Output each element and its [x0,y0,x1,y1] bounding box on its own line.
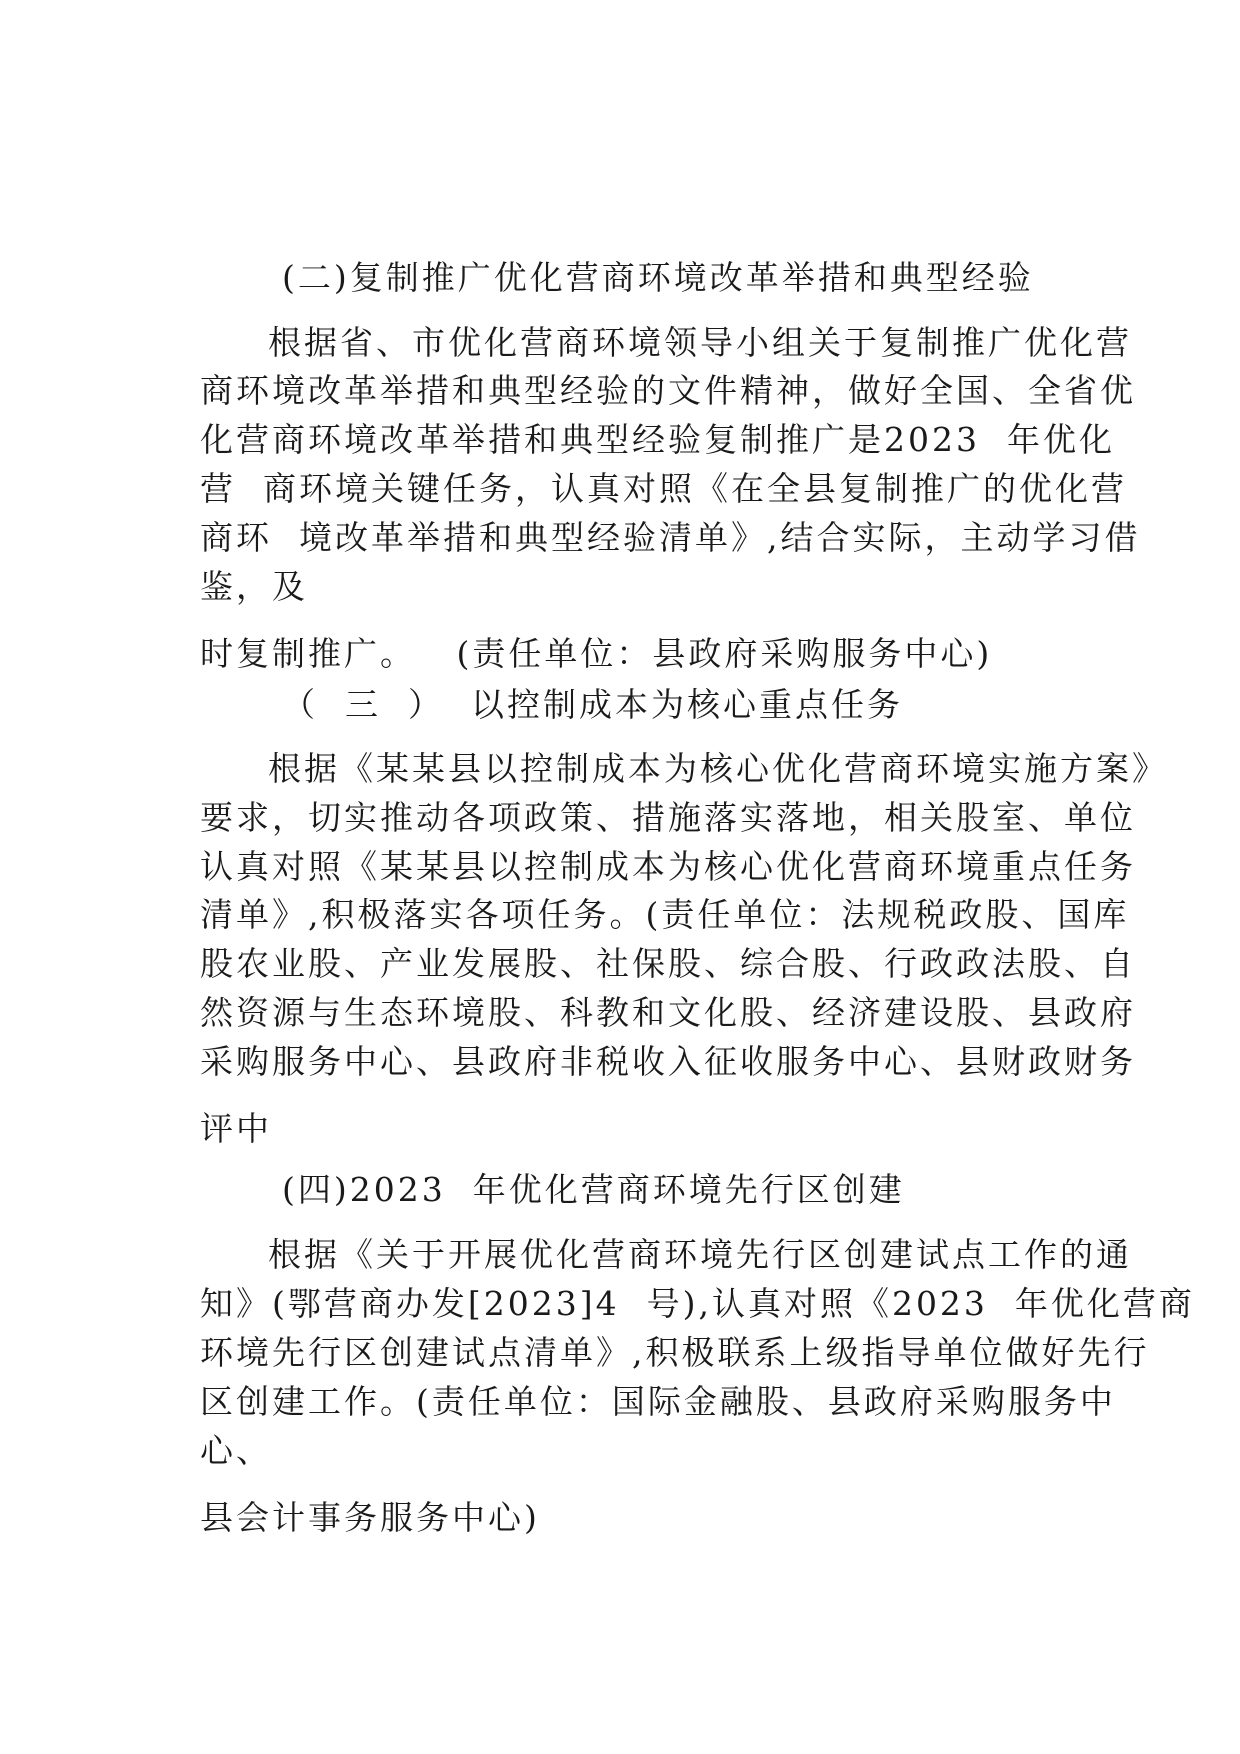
paragraph-line: 清单》,积极落实各项任务。(责任单位：法规税政股、国库 [200,895,1130,934]
paragraph-line: 鉴，及 [200,567,308,606]
paragraph-line: 区创建工作。(责任单位：国际金融股、县政府采购服务中 [200,1382,1116,1421]
paragraph-line: 股农业股、产业发展股、社保股、综合股、行政政法股、自 [200,944,1136,983]
paragraph-line: 要求，切实推动各项政策、措施落实落地，相关股室、单位 [200,798,1136,837]
paragraph-line: 根据《某某县以控制成本为核心优化营商环境实施方案》 [268,749,1168,788]
section-heading: (四)2023 年优化营商环境先行区创建 [282,1170,905,1209]
paragraph-line: 商环 境改革举措和典型经验清单》,结合实际，主动学习借 [200,518,1141,557]
paragraph-line: 县会计事务服务中心) [200,1498,540,1537]
paragraph-line: 化营商环境改革举措和典型经验复制推广是2023 年优化 [200,420,1115,459]
paragraph-line: 环境先行区创建试点清单》,积极联系上级指导单位做好先行 [200,1333,1150,1372]
paragraph-line: 采购服务中心、县政府非税收入征收服务中心、县财政财务 [200,1042,1136,1081]
paragraph-line: 知》(鄂营商办发[2023]4 号),认真对照《2023 年优化营商 [200,1284,1195,1323]
paragraph-line: 然资源与生态环境股、科教和文化股、经济建设股、县政府 [200,993,1136,1032]
paragraph-line: 评中 [200,1109,272,1148]
section-heading: （ 三 ） 以控制成本为核心重点任务 [282,685,903,724]
paragraph-line: 心、 [200,1431,272,1470]
paragraph-line: 根据《关于开展优化营商环境先行区创建试点工作的通 [268,1235,1132,1274]
paragraph-line: 认真对照《某某县以控制成本为核心优化营商环境重点任务 [200,847,1136,886]
paragraph-line: 时复制推广。 (责任单位：县政府采购服务中心) [200,634,993,673]
paragraph-line: 营 商环境关键任务，认真对照《在全县复制推广的优化营 [200,469,1127,508]
paragraph-line: 商环境改革举措和典型经验的文件精神，做好全国、全省优 [200,371,1136,410]
paragraph-line: 根据省、市优化营商环境领导小组关于复制推广优化营 [268,323,1132,362]
section-heading: (二)复制推广优化营商环境改革举措和典型经验 [282,258,1034,297]
